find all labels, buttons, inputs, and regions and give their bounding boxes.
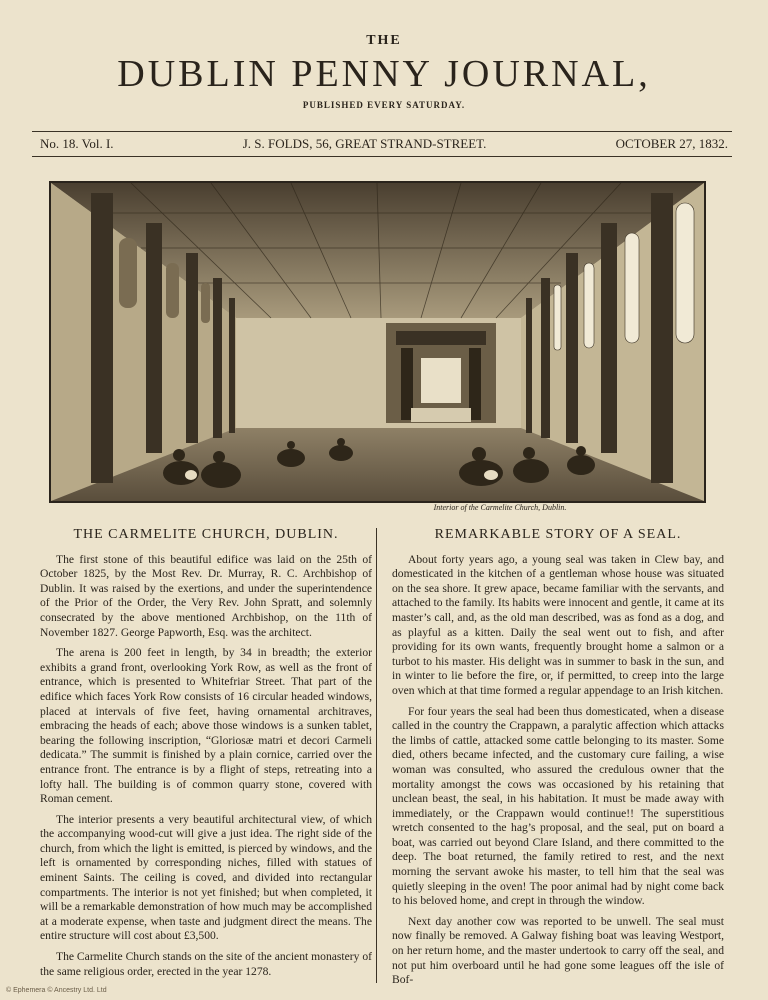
article-heading: REMARKABLE STORY OF A SEAL. bbox=[434, 527, 682, 542]
top-rule bbox=[32, 131, 732, 132]
issue-date: OCTOBER 27, 1832. bbox=[615, 136, 728, 151]
masthead-title: DUBLIN PENNY JOURNAL, bbox=[117, 53, 651, 95]
article-paragraph: The first stone of this beautiful edifice was laid on the 25th of October 1825, by the Most Rev. Dr. Murray, R. C. Archbishop of Dublin. It was raised by the exertions, and under the superintendence of the Prior of the Order, the Very Rev. John Spratt, and solemnly consecrated by the above mentioned Archbishop, on the 11th of November 1827. George Papworth, Esq. was the architect. bbox=[40, 552, 372, 639]
issue-publisher: J. S. FOLDS, 56, GREAT STRAND-STREET. bbox=[242, 136, 487, 151]
bottom-rule bbox=[32, 156, 732, 157]
church-interior-engraving bbox=[49, 181, 706, 503]
article-paragraph: For four years the seal had been thus domesticated, when a disease called in the country the Crappawn, a paralytic affection which attacks the limbs of cattle, attacked some cattle belonging to its master. Some died, others became infected, and the customary cure failing, a wise woman was consulted, who assured the credulous owner that the mortality amongst the cows was occasioned by his retaining that unclean beast, the seal, in his habitation. It must be made away with immediately, or the Crappawn would continue!! The superstitious wretch consented to the hag’s proposal, and the seal, put on board a boat, was carried out beyond Clare Island, and there committed to the deep. The boat returned, the family retired to rest, and the next morning the servant awoke his master, to tell him that the seal was quietly sleeping in the oven! The poor animal had by night come back to his beloved home, and crept in through the window. bbox=[392, 704, 724, 908]
issue-line bbox=[40, 136, 728, 152]
article-paragraph: The Carmelite Church stands on the site of the ancient monastery of the same religious order, erected in the year 1278. bbox=[40, 950, 372, 978]
article-carmelite-church bbox=[40, 528, 372, 985]
article-story-of-a-seal bbox=[392, 528, 724, 994]
column-divider bbox=[376, 528, 377, 983]
copyright-watermark: © Ephemera © Ancestry Ltd. Ltd bbox=[6, 987, 107, 994]
article-heading: THE CARMELITE CHURCH, DUBLIN. bbox=[73, 527, 339, 542]
masthead-subtitle: PUBLISHED EVERY SATURDAY. bbox=[302, 100, 466, 110]
issue-number: No. 18. Vol. I. bbox=[40, 136, 114, 151]
masthead-the: THE bbox=[366, 33, 402, 48]
article-paragraph: The interior presents a very beautiful architectural view, of which the accompanying wood-cut will give a just idea. The right side of the church, from which the light is emitted, is pierced by windows, and the left is ornamented by corresponding niches, filled with statues of eminent Saints. The ceiling is coved, and divided into rectangular compartments. The interior is not yet finished; but when completed, it will be a remarkable demonstration of how much may be accomplished at a moderate expense, when taste and judgment direct the means. The entire structure will cost about £3,500. bbox=[40, 812, 372, 943]
article-paragraph: The arena is 200 feet in length, by 34 in breadth; the exterior exhibits a grand front, overlooking York Row, as well as the front of entrance, which is presented to Whitefriar Street. That part of the edifice which faces York Row consists of 16 circular headed windows, placed at intervals of five feet, having ornamental architraves, embracing the heads of each; above those windows is a sunken tablet, bearing the following inscription, “Gloriosæ matri et decori Carmeli dedicata.” The summit is finished by a plain cornice, carried over the entrance front. The entrance is by a flight of steps, retreating into a lofty hall. The building is of common quarry stone, covered with Roman cement. bbox=[40, 646, 372, 806]
article-paragraph: Next day another cow was reported to be unwell. The seal must now finally be removed. A Galway fishing boat was leaving Westport, on her return home, and the master undertook to carry off the seal, and not put him overboard until he had gone some leagues off the isle of Bof- bbox=[392, 914, 724, 987]
church-interior-illustration bbox=[51, 183, 704, 501]
article-paragraph: About forty years ago, a young seal was taken in Clew bay, and domesticated in the kitchen of a gentleman whose house was situated on the sea shore. It grew apace, became familiar with the servants, and attached to the family. Its habits were innocent and gentle, it came at its master’s call, and, as the old man described, was as fond as a dog, and as playful as a kitten. Daily the seal went out to fish, and after providing for its own wants, frequently brought home a salmon or a turbot to his master. His delight was in summer to bask in the sun, and in winter to lie before the fire, or, if permitted, to creep into the large oven which at that time formed a regular appendage to an Irish kitchen. bbox=[392, 552, 724, 697]
illustration-caption: Interior of the Carmelite Church, Dublin. bbox=[433, 503, 567, 512]
